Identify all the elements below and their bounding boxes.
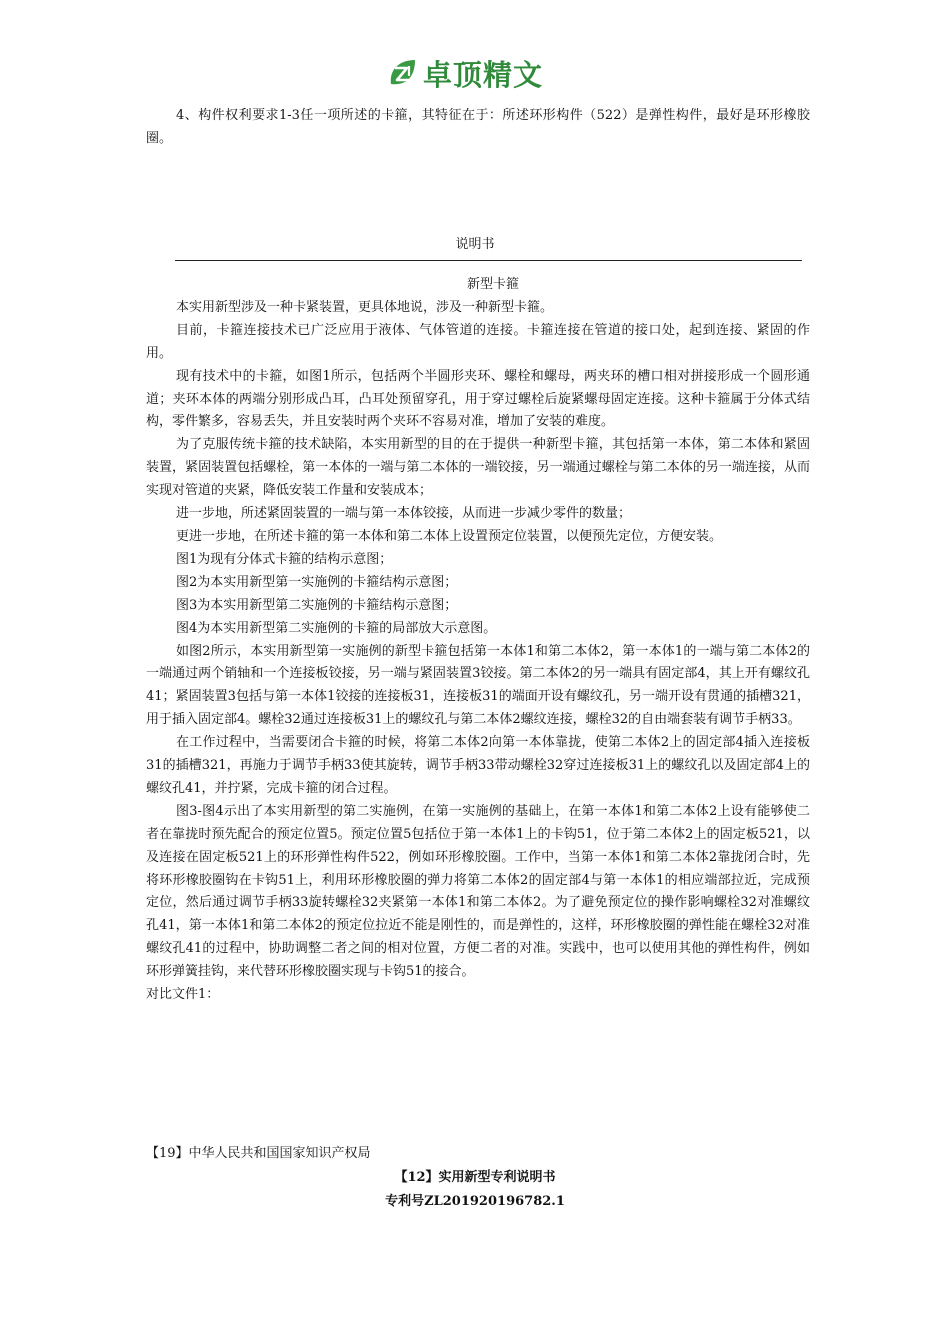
description-heading: 说明书: [455, 237, 495, 252]
patent-doc-type: 【12】实用新型专利说明书: [394, 1170, 556, 1185]
paragraph: 现有技术中的卡箍，如图1所示，包括两个半圆形夹环、螺栓和螺母，两夹环的槽口相对拼接形成一个圆形通道；夹环本体的两端分别形成凸耳，凸耳处预留穿孔，用于穿过螺栓后旋紧螺母固定连接。这种卡箍属于分体式结构，零件繁多，容易丢失，并且安装时两个夹环不容易对准，增加了安装的难度。: [146, 368, 810, 430]
paragraph: 目前，卡箍连接技术已广泛应用于液体、气体管道的连接。卡箍连接在管道的接口处，起到连接、紧固的作用。: [146, 322, 810, 361]
patent-number: 专利号ZL201920196782.1: [385, 1194, 565, 1209]
claim-4: 4、构件权利要求1-3任一项所述的卡箍，其特征在于：所述环形构件（522）是弹性构件，最好是环形橡胶圈。: [146, 108, 810, 146]
paragraph: 如图2所示，本实用新型第一实施例的新型卡箍包括第一本体1和第二本体2，第一本体1的一端与第二本体2的一端通过两个销轴和一个连接板铰接，另一端与紧固装置3铰接。第二本体2的另一端具有固定部4，其上开有螺纹孔41；紧固装置3包括与第一本体1铰接的连接板31，连接板31的端面开设有螺纹孔，另一端开设有贯通的插槽321，用于插入固定部4。螺栓32通过连接板31上的螺纹孔与第二本体2螺纹连接，螺栓32的自由端套装有调节手柄33。: [146, 643, 810, 728]
figure-caption: 图1为现有分体式卡箍的结构示意图；: [176, 551, 393, 567]
paragraph: 更进一步地，在所述卡箍的第一本体和第二本体上设置预定位装置，以便预先定位，方便安装。: [176, 528, 723, 544]
heading-divider: [175, 260, 802, 261]
paragraph: 进一步地，所述紧固装置的一端与第一本体铰接，从而进一步减少零件的数量；: [176, 506, 632, 522]
claim-text-block: [146, 104, 810, 150]
description-body: [146, 274, 810, 1007]
figure-caption: 图3为本实用新型第二实施例的卡箍结构示意图；: [176, 597, 458, 613]
figure-caption: 图4为本实用新型第二实施例的卡箍的局部放大示意图。: [176, 620, 497, 636]
paragraph: 为了克服传统卡箍的技术缺陷，本实用新型的目的在于提供一种新型卡箍，其包括第一本体，第二本体和紧固装置，紧固装置包括螺栓，第一本体的一端与第二本体的一端铰接，另一端通过螺栓与第二本体的另一端连接，从而实现对管道的夹紧，降低安装工作量和安装成本；: [146, 437, 810, 499]
figure-caption: 图2为本实用新型第一实施例的卡箍结构示意图；: [176, 574, 458, 590]
paragraph: 在工作过程中，当需要闭合卡箍的时候，将第二本体2向第一本体靠拢，使第二本体2上的固定部4插入连接板31的插槽321，再施力于调节手柄33使其旋转，调节手柄33带动螺栓32穿过连接板31上的螺纹孔以及固定部4上的螺纹孔41，并拧紧，完成卡箍的闭合过程。: [146, 735, 810, 796]
brand-name: 卓顶精文: [423, 57, 544, 92]
zl-leaf-logo-icon: [385, 56, 419, 90]
paragraph: 本实用新型涉及一种卡紧装置，更具体地说，涉及一种新型卡箍。: [176, 299, 554, 315]
reference-document: 对比文件1：: [146, 987, 220, 1003]
invention-title: 新型卡箍: [466, 277, 519, 292]
paragraph: 图3-图4示出了本实用新型的第二实施例，在第一实施例的基础上，在第一本体1和第二本体2上设有能够使二者在靠拢时预先配合的预定位置5。预定位置5包括位于第一本体1上的卡钩51，位于第二本体2上的固定板521，以及连接在固定板521上的环形弹性构件522，例如环形橡胶圈。工作中，当第一本体1和第二本体2靠拢闭合时，先将环形橡胶圈钩在卡钩51上，利用环形橡胶圈的弹力将第二本体2的固定部4与第一本体1的相应端部拉近，完成预定位，然后通过调节手柄33旋转螺栓32夹紧第一本体1和第二本体2。为了避免预定位的操作影响螺栓32对准螺纹孔41，第一本体1和第二本体2的预定位拉近不能是刚性的，而是弹性的，这样，环形橡胶圈的弹性能在螺栓32对准螺纹孔41的过程中，协助调整二者之间的相对位置，方便二者的对准。实践中，也可以使用其他的弹性构件，例如环形弹簧挂钩，来代替环形橡胶圈实现与卡钩51的接合。: [146, 803, 810, 980]
brand-logo: [385, 52, 543, 94]
patent-office: 【19】中华人民共和国国家知识产权局: [146, 1146, 371, 1161]
